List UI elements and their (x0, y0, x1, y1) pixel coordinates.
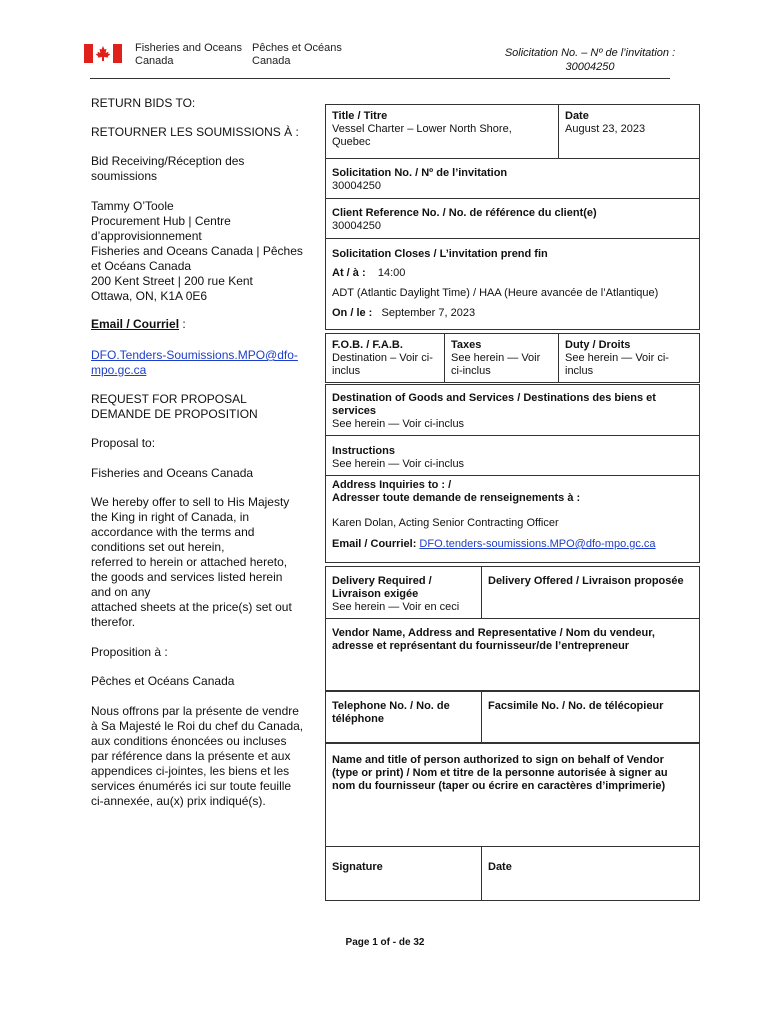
instructions-cell (325, 435, 700, 476)
delivery-required-label: Delivery Required / (332, 575, 432, 587)
duty-value: inclus (565, 365, 594, 377)
return-address (91, 199, 323, 304)
authorized-person-label: Name and title of person authorized to sign on behalf of Vendor (332, 754, 664, 766)
fob-label: F.O.B. / F.A.B. (332, 339, 403, 351)
vendor-label: Vendor Name, Address and Representative / Nom du vendeur, (332, 627, 655, 639)
offer-line: accordance with the terms and (91, 525, 255, 539)
duty-cell (558, 333, 700, 383)
title-cell (325, 104, 559, 159)
contact-email-row (332, 538, 693, 551)
offer-line: conditions set out herein, (91, 540, 225, 554)
inquiries-cell (325, 475, 700, 563)
taxes-value: ci-inclus (451, 365, 491, 377)
at-value: 14:00 (377, 267, 406, 279)
solicitation-number-label: Solicitation No. / Nº de l’invitation (332, 167, 508, 179)
telephone-label: Telephone No. / No. de (332, 700, 450, 712)
solicitation-header-number: 30004250 (565, 61, 615, 73)
bid-receiving (91, 154, 323, 184)
solicitation-closes-cell (325, 238, 700, 330)
client-reference-value: 30004250 (332, 220, 381, 232)
date-cell (558, 104, 700, 159)
destination-label: services (332, 405, 377, 417)
vendor-label: adresse et représentant du fournisseur/de l’entrepreneur (332, 640, 630, 652)
delivery-required-cell (325, 566, 482, 619)
address-line: Procurement Hub | Centre (91, 214, 231, 228)
solicitation-header (470, 46, 710, 74)
contact-email-link[interactable]: DFO.tenders-soumissions.MPO@dfo-mpo.gc.ca (419, 538, 656, 550)
duty-label: Duty / Droits (565, 339, 631, 351)
offre-line: services énumérés ici sur toute feuille (91, 779, 292, 793)
closes-time-row (332, 267, 693, 280)
address-line: Fisheries and Oceans Canada | Pêches (91, 244, 303, 258)
dept-en-line2: Canada (135, 55, 174, 67)
instructions-value: See herein — Voir ci-inclus (332, 458, 465, 470)
address-line: d’approvisionnement (91, 229, 202, 243)
instructions-label: Instructions (332, 445, 395, 457)
duty-value: See herein — Voir ci- (565, 352, 669, 364)
client-reference-label: Client Reference No. / No. de référence du client(e) (332, 207, 597, 219)
destination-value: See herein — Voir ci-inclus (332, 418, 465, 430)
title-label: Title / Titre (332, 110, 388, 122)
on-value: September 7, 2023 (381, 307, 476, 319)
destination-cell (325, 384, 700, 436)
fob-value: inclus (332, 365, 361, 377)
inquiries-label: Address Inquiries to : / (332, 479, 452, 491)
authorized-person-label: nom du fournisseur (taper ou écrire en caractères d’imprimerie) (332, 780, 666, 792)
signature-cell[interactable] (325, 846, 482, 901)
delivery-offered-cell[interactable] (481, 566, 700, 619)
at-label: At / à : (332, 267, 366, 279)
fob-value: Destination – Voir ci- (332, 352, 433, 364)
vendor-cell[interactable] (325, 618, 700, 691)
solicitation-number-value: 30004250 (332, 180, 381, 192)
offer-text-fr (91, 704, 323, 809)
date-value: August 23, 2023 (565, 123, 646, 135)
offre-line: aux conditions énoncées ou incluses (91, 734, 287, 748)
address-line: et Océans Canada (91, 259, 192, 273)
delivery-offered-label: Delivery Offered / Livraison proposée (488, 575, 684, 587)
fisheries-name: Fisheries and Oceans Canada (91, 466, 254, 480)
closes-date-row (332, 307, 693, 320)
solicitation-number-cell (325, 158, 700, 199)
dept-fr-line1: Pêches et Océans (252, 42, 342, 54)
taxes-label: Taxes (451, 339, 482, 351)
delivery-required-label: Livraison exigée (332, 588, 419, 600)
contact-name: Karen Dolan, Acting Senior Contracting Officer (332, 517, 559, 529)
destination-label: Destination of Goods and Services / Destinations des biens et (332, 392, 656, 404)
offre-line: par référence dans la présente et aux (91, 749, 291, 763)
header-divider (90, 78, 670, 79)
facsimile-label: Facsimile No. / No. de télécopieur (488, 700, 664, 712)
canada-flag-icon (84, 44, 122, 63)
closes-label: Solicitation Closes / L’invitation prend fin (332, 248, 548, 260)
authorized-person-cell[interactable] (325, 743, 700, 847)
address-line: Ottawa, ON, K1A 0E6 (91, 289, 208, 303)
solicitation-header-label: Solicitation No. – Nº de l’invitation : (504, 47, 676, 59)
taxes-cell (444, 333, 559, 383)
client-reference-cell (325, 198, 700, 239)
title-value: Vessel Charter – Lower North Shore, (332, 123, 512, 135)
rfp-heading-fr: DEMANDE DE PROPOSITION (91, 407, 258, 421)
title-value: Quebec (332, 136, 371, 148)
contact-email-label: Email / Courriel: (332, 538, 417, 550)
email-label-row (91, 317, 323, 332)
return-bids-heading: RETURN BIDS TO: (91, 96, 196, 110)
retourner-heading: RETOURNER LES SOUMISSIONS À : (91, 125, 299, 139)
fob-cell (325, 333, 445, 383)
telephone-cell[interactable] (325, 691, 482, 743)
email-label: Email / Courriel (91, 317, 180, 331)
offre-line: ci-annexée, au(x) prix indiqué(s). (91, 794, 266, 808)
offer-line: We hereby offer to sell to His Majesty (91, 495, 290, 509)
offer-text-en (91, 495, 323, 630)
offre-line: à Sa Majesté le Roi du chef du Canada, (91, 719, 304, 733)
rfp-heading-en: REQUEST FOR PROPOSAL (91, 392, 247, 406)
facsimile-cell[interactable] (481, 691, 700, 743)
offer-line: the goods and services listed herein (91, 570, 283, 584)
bid-receiving-line: soumissions (91, 169, 158, 183)
dept-name-en (135, 42, 242, 68)
offer-line: the King in right of Canada, in (91, 510, 250, 524)
dept-name-fr (252, 42, 342, 68)
address-line: Tammy O’Toole (91, 199, 174, 213)
signature-date-cell[interactable] (481, 846, 700, 901)
on-label: On / le : (332, 307, 373, 319)
email-colon: : (179, 317, 186, 331)
bid-email-link-line[interactable]: mpo.gc.ca (91, 363, 147, 377)
proposal-to-heading: Proposal to: (91, 436, 156, 450)
dept-fr-line2: Canada (252, 55, 291, 67)
date-label: Date (565, 110, 589, 122)
taxes-value: See herein — Voir (451, 352, 541, 364)
inquiries-label: Adresser toute demande de renseignements à : (332, 492, 581, 504)
timezone-text: ADT (Atlantic Daylight Time) / HAA (Heure avancée de l’Atlantique) (332, 287, 659, 299)
dept-en-line1: Fisheries and Oceans (135, 42, 242, 54)
offer-line: therefor. (91, 615, 136, 629)
telephone-label: téléphone (332, 713, 384, 725)
offer-line: and on any (91, 585, 151, 599)
offre-line: Nous offrons par la présente de vendre (91, 704, 299, 718)
address-line: 200 Kent Street | 200 rue Kent (91, 274, 253, 288)
page-number: Page 1 of - de 32 (345, 937, 425, 948)
offre-line: appendices ci-jointes, les biens et les (91, 764, 290, 778)
proposition-heading: Proposition à : (91, 645, 168, 659)
bid-receiving-line: Bid Receiving/Réception des (91, 154, 245, 168)
authorized-person-label: (type or print) / Nom et titre de la personne autorisée à signer au (332, 767, 668, 779)
signature-date-label: Date (488, 861, 512, 873)
delivery-required-value: See herein — Voir en ceci (332, 601, 460, 613)
bid-email-link-line[interactable]: DFO.Tenders-Soumissions.MPO@dfo- (91, 348, 298, 362)
peches-name: Pêches et Océans Canada (91, 674, 235, 688)
rfp-heading (91, 392, 323, 422)
signature-label: Signature (332, 861, 383, 873)
offer-line: attached sheets at the price(s) set out (91, 600, 292, 614)
bid-email-link[interactable] (91, 348, 323, 378)
offer-line: referred to herein or attached hereto, (91, 555, 288, 569)
